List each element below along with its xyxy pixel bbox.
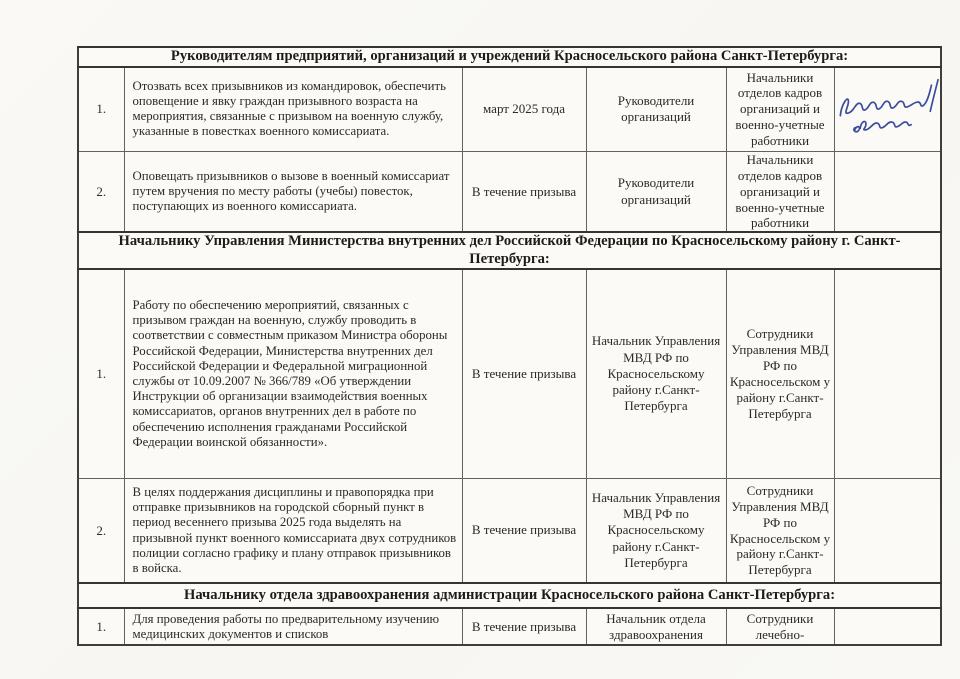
- table-row: [78, 67, 941, 152]
- conscription-assignments-table: [77, 46, 942, 646]
- note-cell: [834, 67, 941, 152]
- participants-cell: Начальники отделов кадров организаций и военно-учетные работники: [726, 67, 834, 152]
- section-2-header: Начальнику Управления Министерства внутренних дел Российской Федерации по Красносельскому району г. Санкт-Петербурга:: [78, 232, 941, 269]
- responsible-cell: Руководители организаций: [586, 152, 726, 233]
- section-header-row: [78, 232, 941, 269]
- participants-cell: Сотрудники Управления МВД РФ по Красносельском у району г.Санкт-Петербурга: [726, 478, 834, 583]
- section-1-header: Руководителям предприятий, организаций и учреждений Красносельского района Санкт-Петербурга:: [78, 47, 941, 67]
- participants-cell: Начальники отделов кадров организаций и военно-учетные работники: [726, 152, 834, 233]
- term-cell: В течение призыва: [462, 269, 586, 478]
- participants-cell: Сотрудники лечебно-: [726, 608, 834, 645]
- handwritten-signature: [834, 71, 941, 145]
- term-cell: В течение призыва: [462, 152, 586, 233]
- participants-cell: Сотрудники Управления МВД РФ по Красносельском у району г.Санкт-Петербурга: [726, 269, 834, 478]
- term-cell: В течение призыва: [462, 478, 586, 583]
- note-cell: [834, 152, 941, 233]
- table-row: [78, 152, 941, 233]
- section-header-row: [78, 47, 941, 67]
- responsible-cell: Начальник Управления МВД РФ по Красносельскому району г.Санкт-Петербурга: [586, 478, 726, 583]
- term-cell: В течение призыва: [462, 608, 586, 645]
- row-number-cell: 1.: [78, 67, 124, 152]
- row-number-cell: 2.: [78, 152, 124, 233]
- task-cell: Работу по обеспечению мероприятий, связанных с призывом граждан на военную, службу проводить в соответствии с совместным приказом Министра обороны Российской Федерации, Министерства внутренних дел Российской Федерации и Федеральной миграционной службы от 10.09.2007 № 366/789 «Об утверждении Инструкции об организации взаимодействия военных комиссариатов, органов внутренних дел в работе по обеспечению исполнения гражданами Российской Федерации воинской обязанности».: [124, 269, 462, 478]
- task-cell: В целях поддержания дисциплины и правопорядка при отправке призывников на городской сборный пункт в период весеннего призыва 2025 года выделять на призывной пункт военного комиссариата двух сотрудников полиции согласно графику и плану отправок призывников в войска.: [124, 478, 462, 583]
- responsible-cell: Руководители организаций: [586, 67, 726, 152]
- table-row: [78, 269, 941, 478]
- section-header-row: [78, 583, 941, 608]
- note-cell: [834, 269, 941, 478]
- responsible-cell: Начальник Управления МВД РФ по Красносельскому району г.Санкт-Петербурга: [586, 269, 726, 478]
- note-cell: [834, 478, 941, 583]
- term-cell: март 2025 года: [462, 67, 586, 152]
- table-row: [78, 478, 941, 583]
- responsible-cell: Начальник отдела здравоохранения: [586, 608, 726, 645]
- section-3-header: Начальнику отдела здравоохранения администрации Красносельского района Санкт-Петербурга:: [78, 583, 941, 608]
- row-number-cell: 1.: [78, 608, 124, 645]
- table-row: [78, 608, 941, 645]
- note-cell: [834, 608, 941, 645]
- task-cell: Для проведения работы по предварительному изучению медицинских документов и списков: [124, 608, 462, 645]
- row-number-cell: 2.: [78, 478, 124, 583]
- task-cell: Оповещать призывников о вызове в военный комиссариат путем вручения по месту работы (учебы) повесток, поступающих из военного комиссариата.: [124, 152, 462, 233]
- row-number-cell: 1.: [78, 269, 124, 478]
- task-cell: Отозвать всех призывников из командировок, обеспечить оповещение и явку граждан призывного возраста на мероприятия, связанные с призывом на военную службу, указанные в повестках военного комиссариата.: [124, 67, 462, 152]
